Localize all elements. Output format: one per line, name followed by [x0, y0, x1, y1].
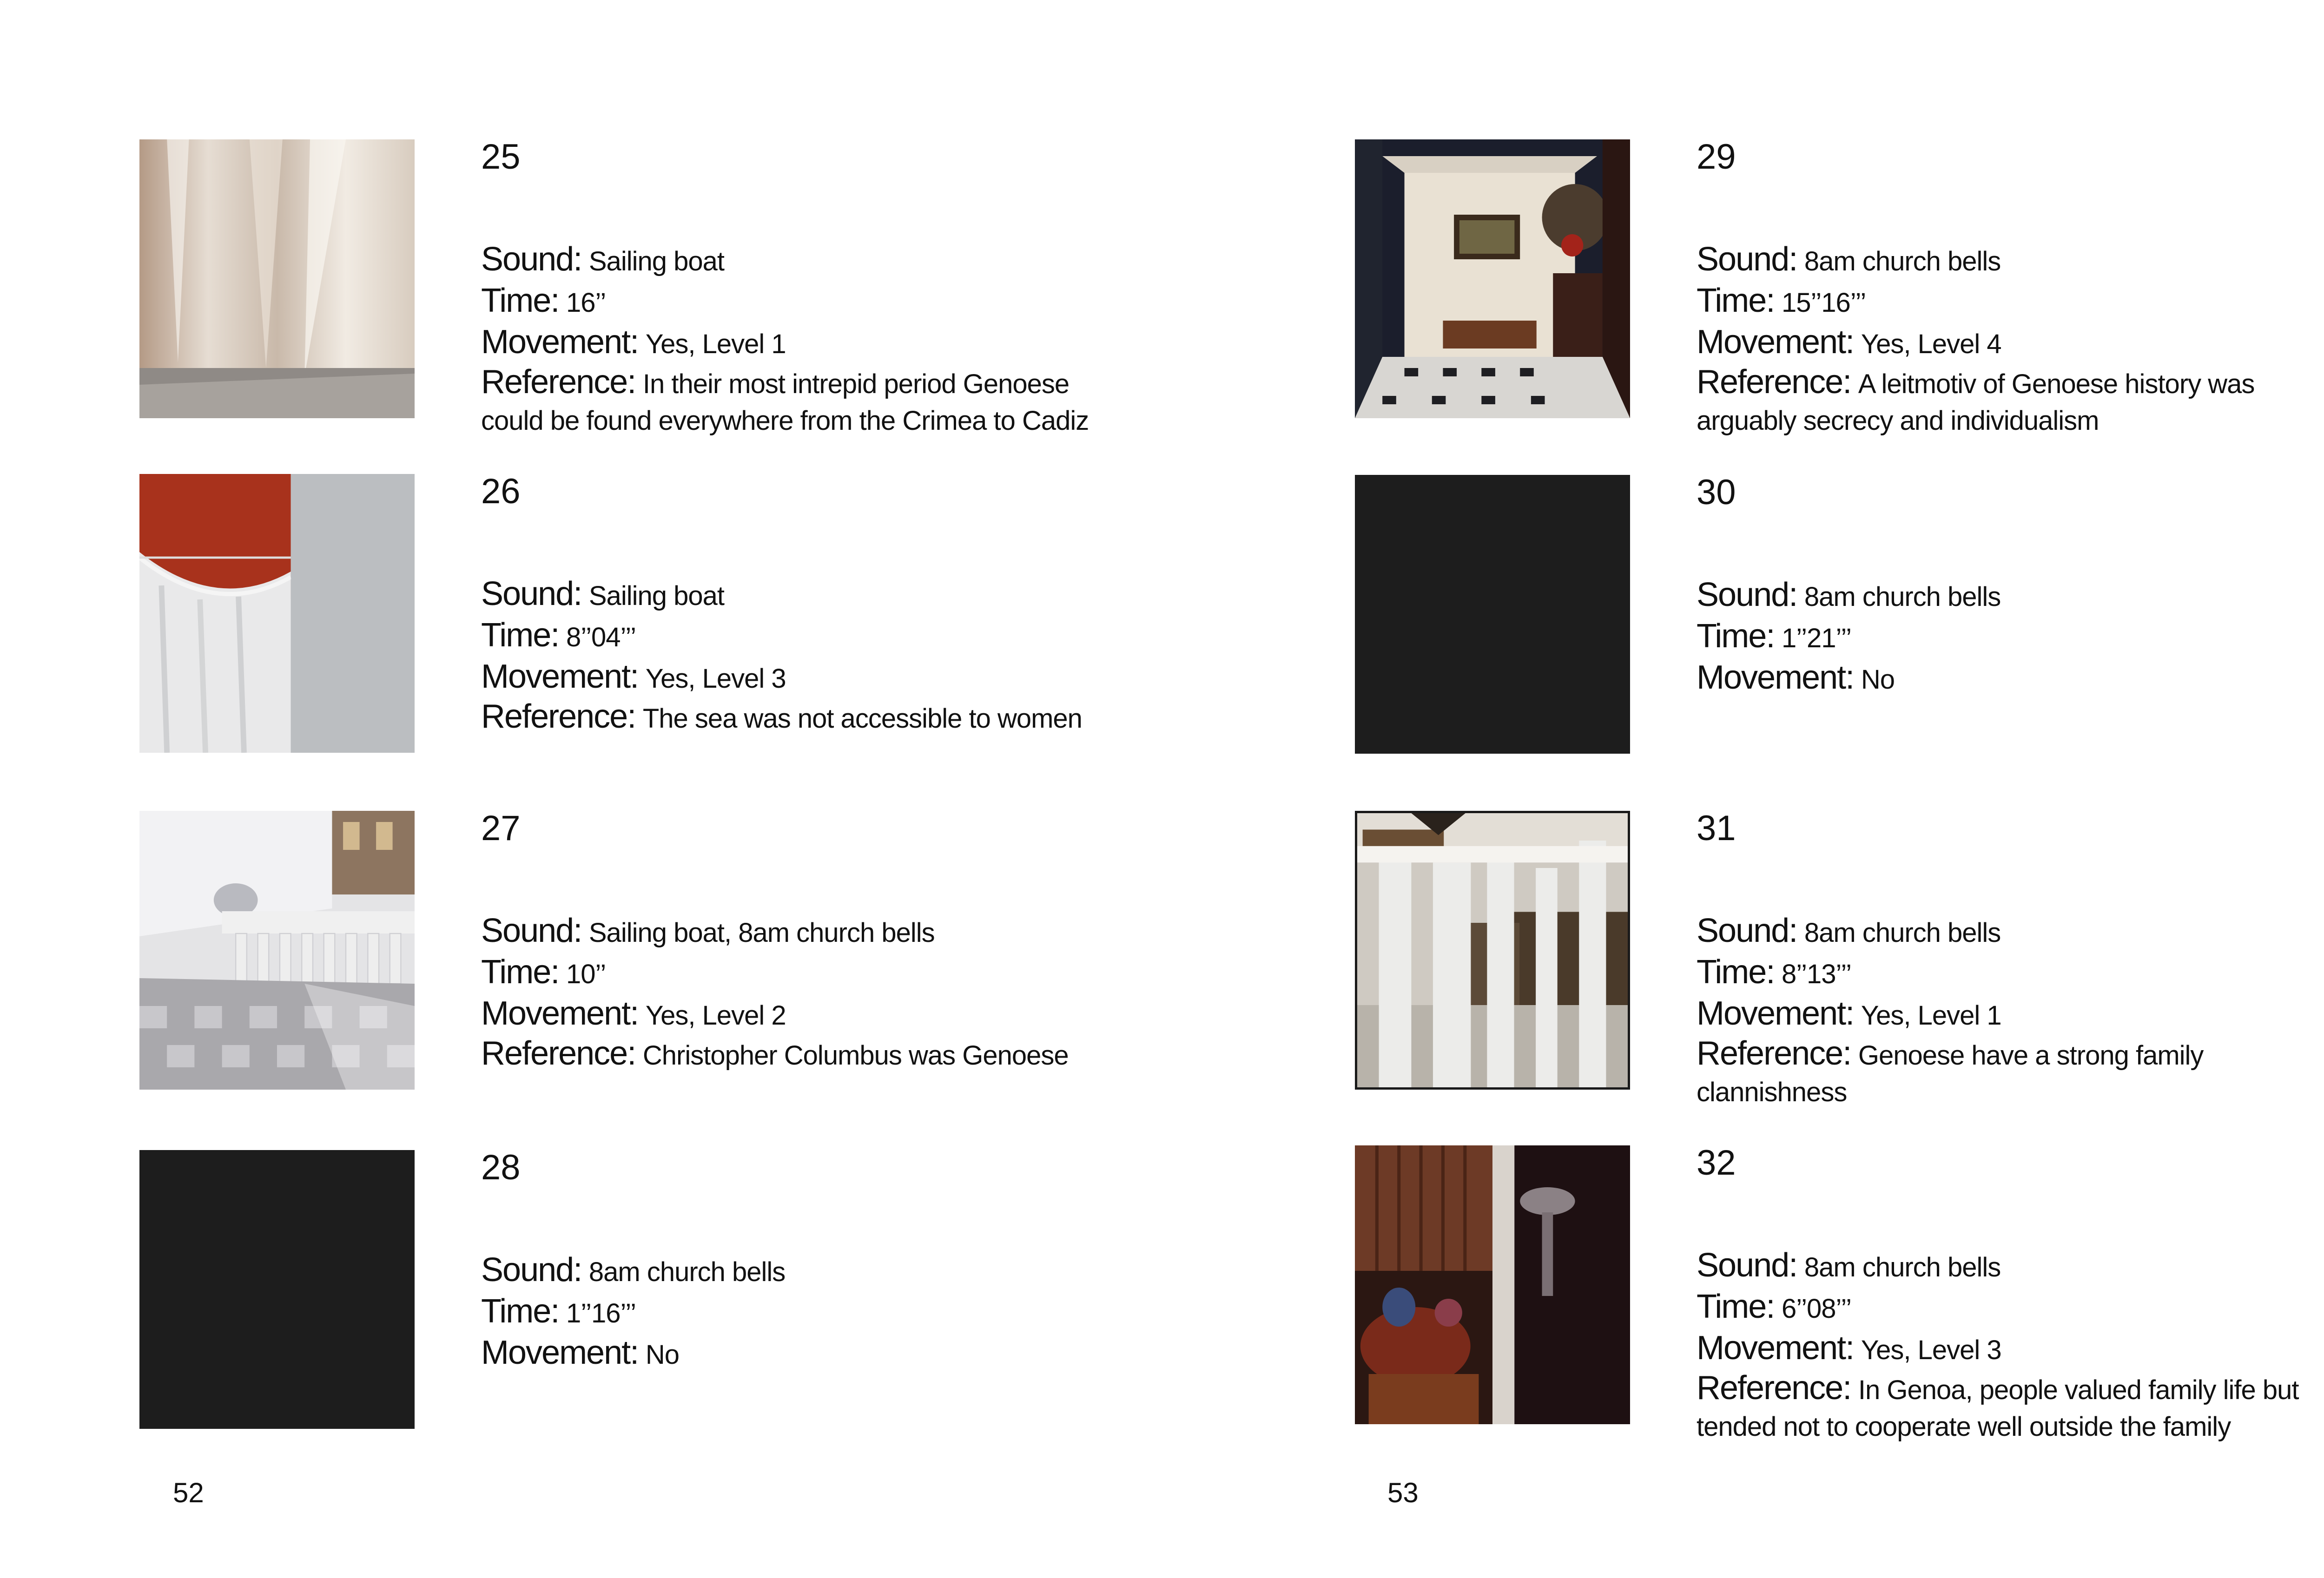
entry-fields	[481, 911, 1225, 1074]
time-label: Time:	[481, 1293, 559, 1330]
entry-30	[1355, 475, 2324, 763]
page-number: 53	[1387, 1477, 1419, 1508]
black-frame	[1355, 475, 1630, 754]
entry-text	[1697, 811, 2324, 1111]
movement-value: No	[1861, 664, 1895, 695]
entry-fields	[1697, 911, 2324, 1111]
sound-field	[481, 574, 1225, 616]
sound-field	[481, 240, 1225, 281]
sound-label: Sound:	[1697, 241, 1797, 278]
entry-29	[1355, 137, 2324, 436]
sound-label: Sound:	[1697, 576, 1797, 613]
time-label: Time:	[1697, 1288, 1775, 1325]
reference-field	[481, 364, 1132, 439]
movement-value: Yes, Level 3	[1861, 1335, 2001, 1365]
time-label: Time:	[481, 617, 559, 654]
movement-label: Movement:	[1697, 323, 1854, 361]
entry-31	[1355, 809, 2324, 1107]
time-label: Time:	[481, 282, 559, 319]
sound-value: 8am church bells	[1804, 246, 2001, 276]
sound-value: Sailing boat	[588, 581, 724, 611]
sound-label: Sound:	[481, 241, 582, 278]
movement-label: Movement:	[1697, 1329, 1854, 1367]
reference-field	[481, 1035, 1178, 1074]
entry-number: 25	[481, 137, 521, 177]
sound-field	[1697, 911, 2324, 953]
time-value: 6’’08’’’	[1782, 1294, 1852, 1324]
time-field	[481, 281, 1225, 322]
movement-value: No	[645, 1340, 679, 1370]
reference-label: Reference:	[481, 1035, 636, 1072]
movement-label: Movement:	[481, 323, 639, 361]
entry-number: 30	[1697, 473, 1736, 512]
entry-text	[481, 1150, 1225, 1374]
time-field	[481, 616, 1225, 657]
time-value: 15’’16’’’	[1782, 288, 1866, 318]
entry-fields	[481, 574, 1225, 737]
white-columns-photo	[1355, 811, 1630, 1090]
sound-label: Sound:	[1697, 912, 1797, 949]
entry-28	[139, 1150, 1208, 1438]
movement-field	[1697, 658, 2324, 699]
entry-text	[481, 474, 1225, 737]
page-number: 52	[173, 1477, 204, 1508]
reference-value: In Genoa, people valued family life but tended not to cooperate well outside the family	[1697, 1375, 2299, 1442]
entry-fields	[1697, 575, 2324, 699]
entry-text	[481, 139, 1225, 439]
sound-value: 8am church bells	[1804, 918, 2001, 948]
balustrade-terrace-photo	[139, 811, 415, 1090]
movement-field	[481, 322, 1225, 364]
sound-field	[1697, 1246, 2324, 1287]
entry-fields	[481, 1250, 1225, 1374]
time-field	[1697, 953, 2324, 994]
movement-field	[481, 1333, 1225, 1374]
time-field	[481, 1292, 1225, 1333]
reference-value: Genoese have a strong family clannishness	[1697, 1040, 2204, 1107]
reference-field	[481, 698, 1178, 737]
movement-label: Movement:	[481, 1334, 639, 1371]
reference-value: In their most intrepid period Genoese could be found everywhere from the Crimea to Cadiz	[481, 369, 1089, 436]
reference-field	[1697, 1035, 2264, 1111]
movement-label: Movement:	[1697, 659, 1854, 696]
reference-label: Reference:	[1697, 1035, 1851, 1072]
hallway-painting-photo	[1355, 139, 1630, 418]
movement-label: Movement:	[481, 658, 639, 695]
movement-value: Yes, Level 1	[1861, 1000, 2001, 1031]
reference-value: The sea was not accessible to women	[642, 704, 1082, 734]
entry-text	[1697, 1145, 2324, 1445]
entry-text	[481, 811, 1225, 1074]
movement-value: Yes, Level 3	[645, 664, 786, 694]
time-field	[481, 953, 1225, 994]
entry-fields	[481, 240, 1225, 439]
time-value: 8’’13’’’	[1782, 959, 1852, 989]
entry-32	[1355, 1143, 2324, 1442]
entry-number: 28	[481, 1148, 521, 1187]
sound-field	[481, 911, 1225, 953]
entry-number: 31	[1697, 809, 1736, 848]
red-awning-curtain-photo	[139, 474, 415, 753]
sound-value: 8am church bells	[588, 1257, 786, 1287]
movement-field	[481, 994, 1225, 1035]
movement-field	[1697, 322, 2324, 364]
time-field	[1697, 1287, 2324, 1328]
entry-fields	[1697, 240, 2324, 439]
time-field	[1697, 281, 2324, 322]
reference-label: Reference:	[1697, 363, 1851, 401]
entry-number: 27	[481, 809, 521, 848]
sound-field	[481, 1250, 1225, 1292]
entry-fields	[1697, 1246, 2324, 1445]
reference-label: Reference:	[1697, 1369, 1851, 1407]
sound-label: Sound:	[481, 1251, 582, 1289]
entry-27	[139, 811, 1208, 1099]
entry-number: 32	[1697, 1143, 1736, 1183]
entry-number: 26	[481, 472, 521, 511]
reference-field	[1697, 1370, 2324, 1445]
movement-field	[1697, 994, 2324, 1035]
sheer-curtains-photo	[139, 139, 415, 418]
reference-field	[1697, 364, 2310, 439]
reference-label: Reference:	[481, 698, 636, 735]
time-value: 1’’16’’’	[566, 1298, 636, 1328]
movement-field	[1697, 1328, 2324, 1370]
movement-field	[481, 657, 1225, 698]
sound-label: Sound:	[1697, 1247, 1797, 1284]
black-frame	[139, 1150, 415, 1429]
movement-label: Movement:	[1697, 995, 1854, 1032]
sound-value: Sailing boat, 8am church bells	[588, 918, 935, 948]
sound-value: 8am church bells	[1804, 582, 2001, 612]
time-label: Time:	[481, 953, 559, 991]
movement-label: Movement:	[481, 995, 639, 1032]
time-value: 1’’21’’’	[1782, 623, 1852, 653]
movement-value: Yes, Level 4	[1861, 329, 2001, 359]
entry-26	[139, 474, 1208, 762]
time-label: Time:	[1697, 618, 1775, 655]
reference-label: Reference:	[481, 363, 636, 401]
sound-label: Sound:	[481, 575, 582, 612]
movement-value: Yes, Level 2	[645, 1000, 786, 1031]
time-field	[1697, 617, 2324, 658]
time-label: Time:	[1697, 953, 1775, 991]
entry-text	[1697, 139, 2324, 439]
entry-25	[139, 137, 1208, 436]
sound-value: 8am church bells	[1804, 1252, 2001, 1282]
reference-value: A leitmotiv of Genoese history was arguably secrecy and individualism	[1697, 369, 2255, 436]
sound-label: Sound:	[481, 912, 582, 949]
reference-value: Christopher Columbus was Genoese	[642, 1040, 1069, 1071]
entry-number: 29	[1697, 137, 1736, 177]
time-label: Time:	[1697, 282, 1775, 319]
dark-interior-basket-photo	[1355, 1145, 1630, 1424]
entry-text	[1697, 475, 2324, 699]
sound-value: Sailing boat	[588, 246, 724, 276]
sound-field	[1697, 240, 2324, 281]
movement-value: Yes, Level 1	[645, 329, 786, 359]
time-value: 16’’	[566, 288, 606, 318]
sound-field	[1697, 575, 2324, 617]
time-value: 10’’	[566, 959, 606, 989]
time-value: 8’’04’’’	[566, 622, 636, 652]
